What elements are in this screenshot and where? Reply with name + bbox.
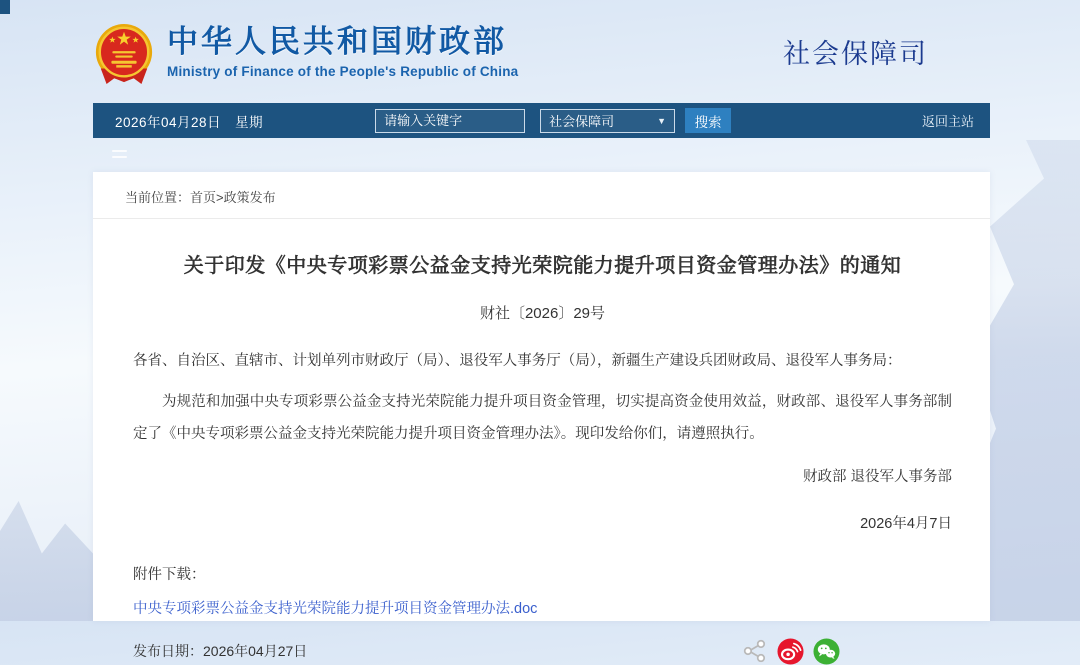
issue-date: 2026年4月7日 <box>860 515 952 532</box>
article <box>93 249 990 665</box>
site-title-en: Ministry of Finance of the People's Republic of China <box>167 63 519 79</box>
search-button[interactable]: 搜索 <box>685 108 731 133</box>
addressee-line: 各省、自治区、直辖市、计划单列市财政厅（局）、退役军人事务厅（局），新疆生产建设兵团财政局、退役军人事务局： <box>133 353 902 369</box>
back-to-main-site-link[interactable]: 返回主站 <box>921 114 974 129</box>
publish-date-value: 2026年04月27日 <box>203 643 308 660</box>
document-number: 财社〔2026〕29号 <box>479 305 606 322</box>
search-input[interactable] <box>375 109 525 133</box>
wechat-icon[interactable] <box>813 638 840 665</box>
breadcrumb-label: 当前位置： <box>125 190 191 205</box>
department-name: 社会保障司 <box>783 39 928 69</box>
background-mountains-left <box>0 471 93 621</box>
site-header <box>93 0 990 103</box>
china-national-emblem-icon <box>93 22 155 86</box>
share-group <box>742 638 840 665</box>
search-scope-value: 社会保障司 <box>549 114 615 129</box>
weibo-icon[interactable] <box>777 638 804 665</box>
site-title-cn: 中华人民共和国财政部 <box>167 24 507 60</box>
attachment-doc-link[interactable]: 中央专项彩票公益金支持光荣院能力提升项目资金管理办法.doc <box>133 600 538 617</box>
attachment-label: 附件下载： <box>133 566 206 583</box>
page-corner-marker <box>0 0 10 14</box>
breadcrumb-path[interactable]: 首页>政策发布 <box>190 190 276 205</box>
search-scope-dropdown[interactable] <box>540 109 675 133</box>
article-title: 关于印发《中央专项彩票公益金支持光荣院能力提升项目资金管理办法》的通知 <box>183 255 902 277</box>
hamburger-menu-icon[interactable] <box>112 150 127 161</box>
article-body: 为规范和加强中央专项彩票公益金支持光荣院能力提升项目资金管理，切实提高资金使用效益，财政部、退役军人事务部制定了《中央专项彩票公益金支持光荣院能力提升项目资金管理办法》。现印发给你们，请遵照执行。 <box>133 393 952 443</box>
content-panel <box>93 172 990 660</box>
current-date: 2026年04月28日 星期 <box>115 114 264 130</box>
chevron-down-icon: ▼ <box>657 115 667 126</box>
top-navbar <box>93 103 990 138</box>
publish-row <box>133 638 952 665</box>
share-nodes-icon[interactable] <box>742 638 768 664</box>
publish-date-label: 发布日期： <box>133 643 203 660</box>
breadcrumb <box>93 172 990 219</box>
issuing-authority: 财政部 退役军人事务部 <box>802 468 952 485</box>
